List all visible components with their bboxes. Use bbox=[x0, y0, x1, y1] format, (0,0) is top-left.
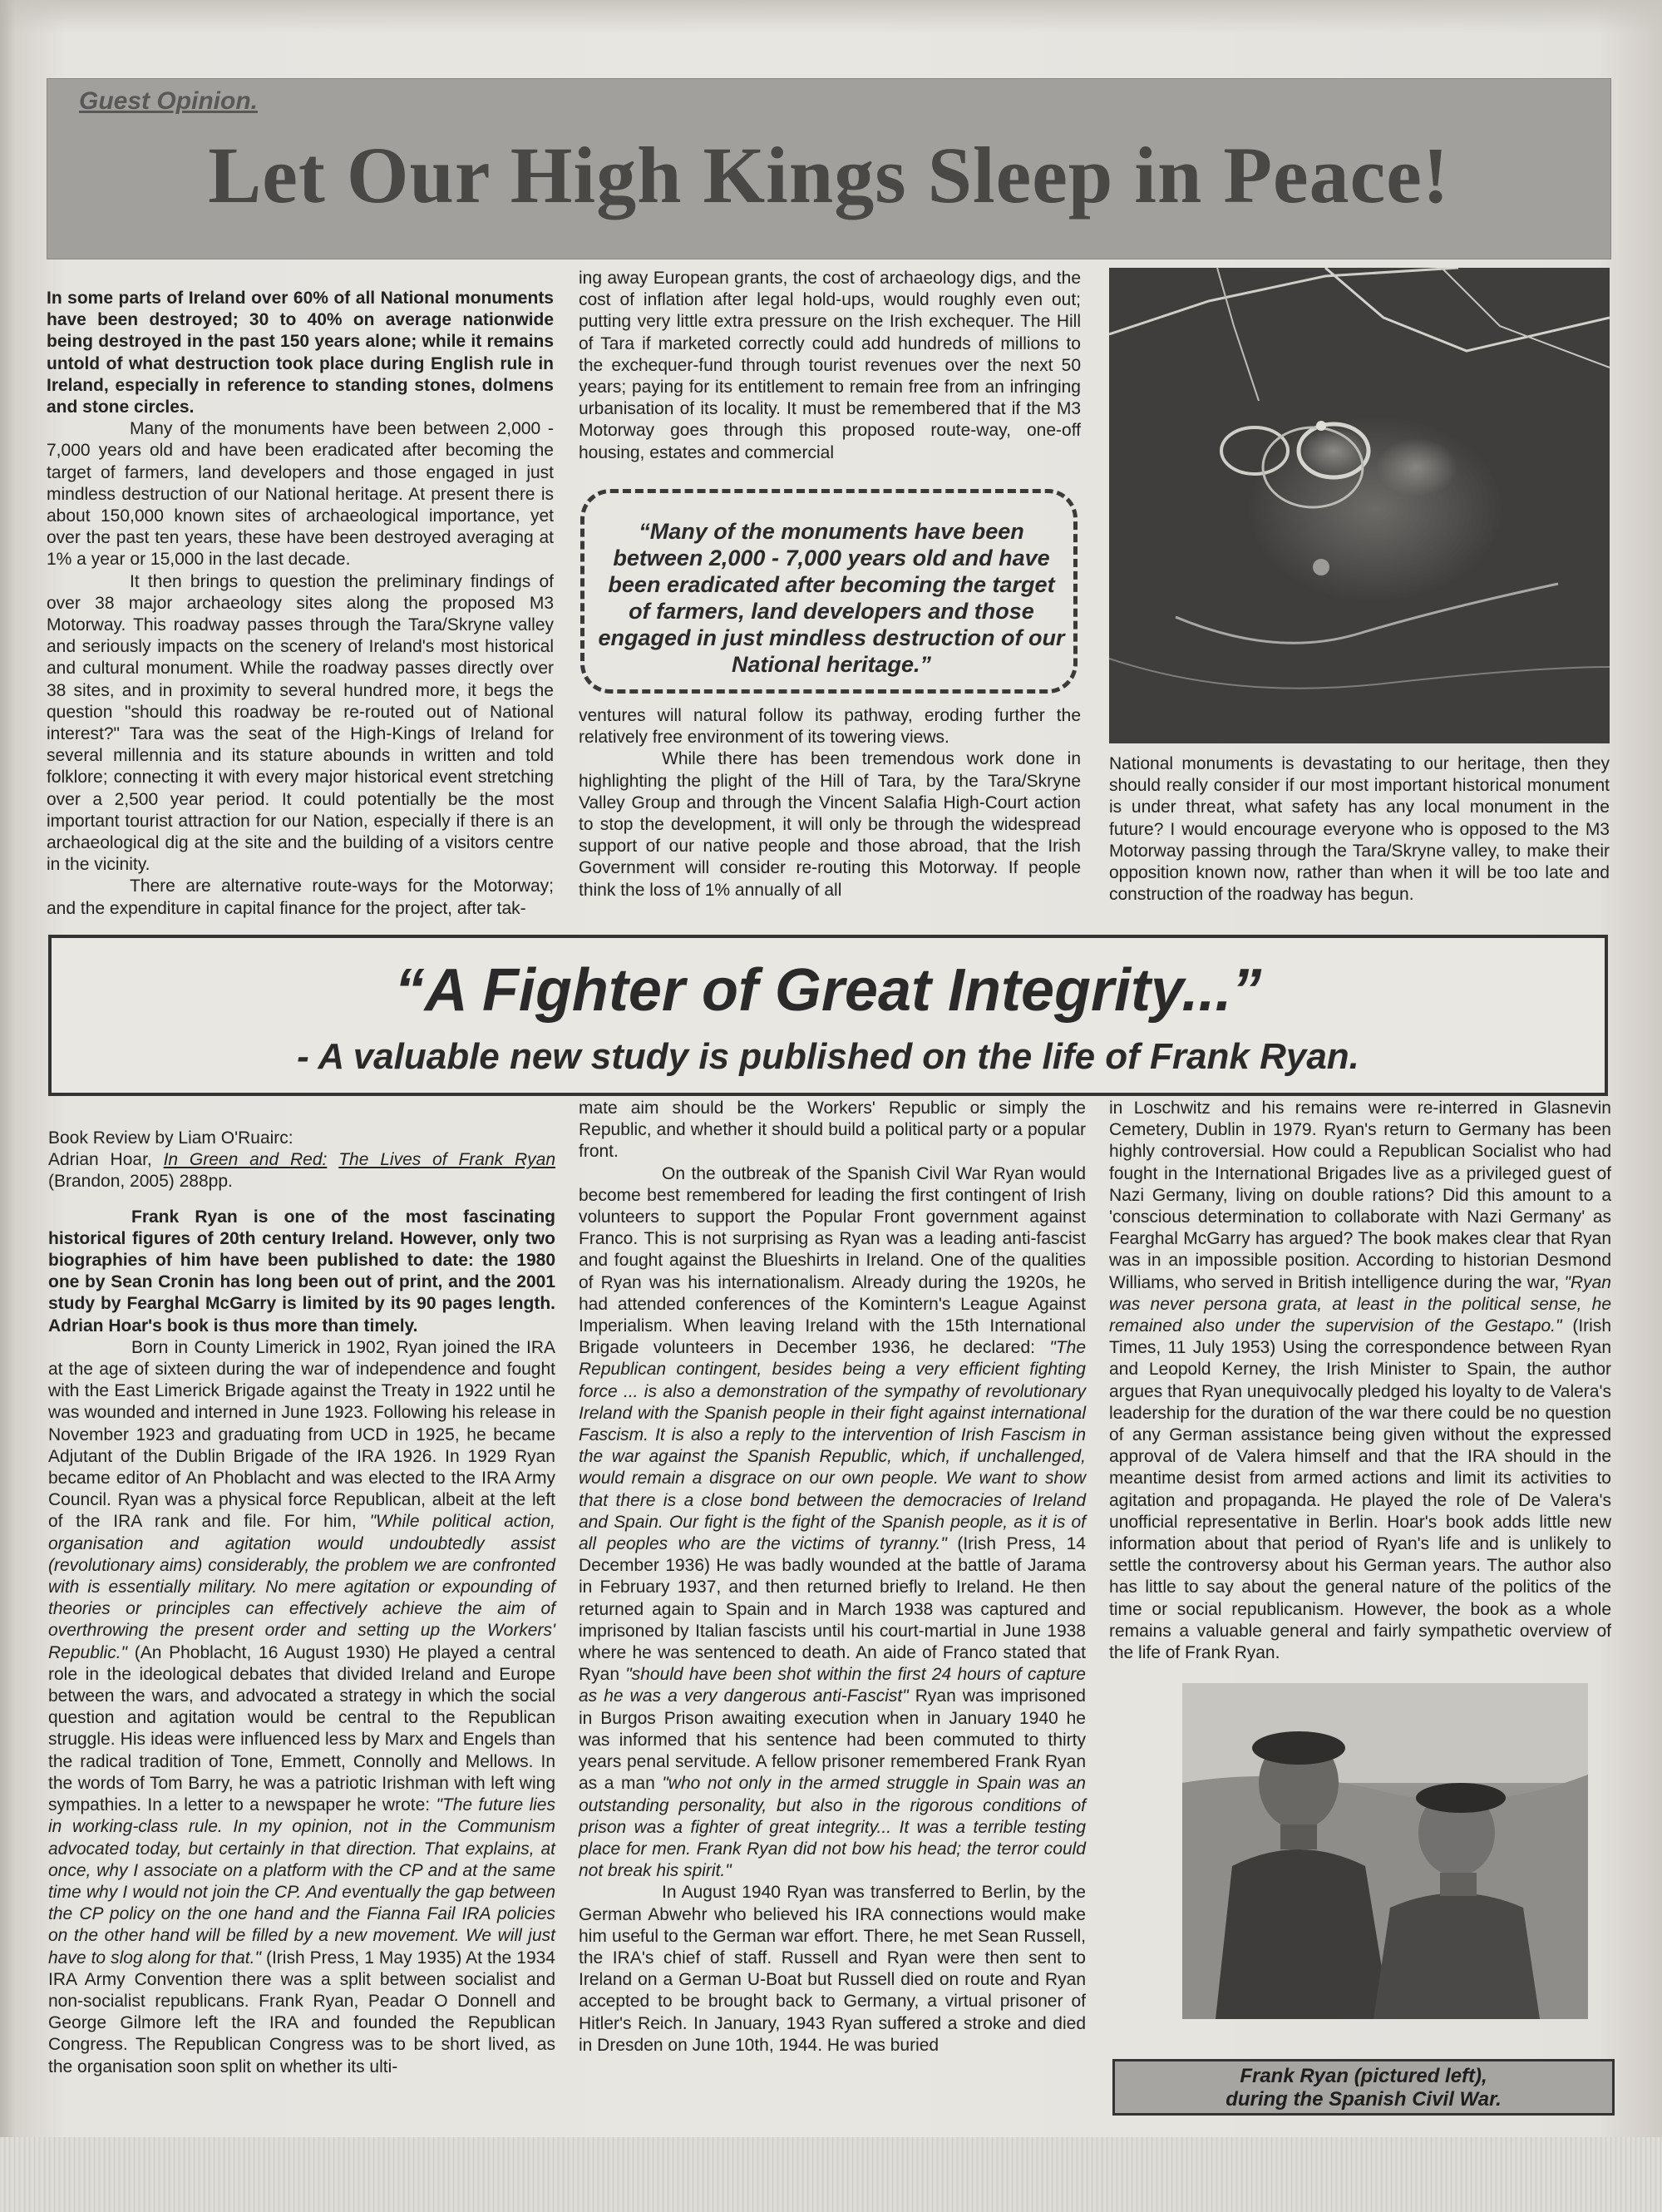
quote-run: "The Republican contingent, besides being a very efficient fighting force ... is also a demonstration of the sympathy of revolutionary Ireland with the Spanish people in their fight against international Fascism. It is also a reply to the intervention of Irish Fascism in the war against the Spanish Republic, which, if unchallenged, would remain a disgrace on our own people. We want to show that there is a close bond between the democracies of Ireland and Spain. Our fight is the fight of the Spanish people, as it is of all peoples who are the victims of tyranny." bbox=[579, 1338, 1086, 1554]
article1-paragraph: ing away European grants, the cost of archaeology digs, and the cost of inflation after legal hold-ups, would roughly even out; putting very little extra pressure on the Irish exchequer. The Hill of Tara if marketed correctly could add hundreds of millions to the exchequer-fund through tourist revenues over the next 50 years; paying for its entitlement to remain free from an infringing urbanisation of its locality. It must be remembered that if the M3 Motorway goes through this proposed route-way, one-off housing, estates and commercial bbox=[579, 269, 1081, 462]
spacer bbox=[48, 1193, 555, 1207]
text-run: Ryan was imprisoned in Burgos Prison awaiting execution when in January 1940 he was informed that his sentence had been commuted to thirty years penal servitude. A fellow prisoner remembered Frank Ryan as a man bbox=[579, 1686, 1086, 1794]
quote-run: "Ryan was never persona grata, at least in the political sense, he remained also under the supervision of the Gestapo." bbox=[1109, 1272, 1611, 1336]
pull-quote-box bbox=[580, 489, 1078, 694]
article2-subheadline: - A valuable new study is published on the life of Frank Ryan. bbox=[297, 1036, 1359, 1077]
article2-paragraph: mate aim should be the Workers' Republic or simply the Republic, and whether it should build a political party or a popular front. bbox=[579, 1099, 1086, 1162]
text-run: (Irish Times, 11 July 1953) Using the correspondence between Ryan and Leopold Kerney, the Irish Minister to Spain, the author argues that Ryan unequivocally pledged his loyalty to de Valera's leadership for the duration of the war there could be no question of any German assistance being given without the expressed approval of de Valera himself and that the IRA should in the meantime desist from armed actions and limit its activities to agitation and propaganda. He played the role of De Valera's unofficial representative in Berlin. Hoar's book adds little new information about that period of Ryan's life and is unlikely to settle the controversy about his German years. The author also has little to say about the general nature of the politics of the time or social republicanism. However, the book as a whole remains a valuable general and fairly sympathetic overview of the life of Frank Ryan. bbox=[1109, 1316, 1611, 1663]
article1-paragraph: It then brings to question the preliminary findings of over 38 major archaeology sites along the proposed M3 Motorway. This roadway passes through the Tara/Skryne valley and seriously impacts on the scenery of Ireland's most historical and cultural monument. While the roadway passes directly over 38 sites, and in proximity to several hundred more, it begs the question "should this roadway be re-routed out of National interest?" Tara was the seat of the High-Kings of Ireland for several millennia and its stature abounds in written and told folklore; connecting it with every major historical event stretching over a 2,500 year period. It could potentially be the most important tourist attraction for our Nation, especially if there is an archaeological dig at the site and the building of a visitors centre in the vicinity. bbox=[47, 571, 554, 875]
article2-header-box bbox=[48, 935, 1608, 1096]
text-run: in Loschwitz and his remains were re-interred in Glasnevin Cemetery, Dublin in 1979. Ryan's return to Germany has been highly controversial. How could a Republican Socialist who had fought in the International Brigades live as a privileged guest of Nazi Germany, living on double rations? Did this amount to a 'conscious determination to collaborate with Nazi Germany' as Fearghal McGarry has argued? The book makes clear that Ryan was in an impossible position. According to historian Desmond Williams, who served in British intelligence during the war, bbox=[1109, 1099, 1611, 1292]
article1-paragraph: There are alternative route-ways for the Motorway; and the expenditure in capital finance for the project, after tak- bbox=[47, 876, 554, 918]
article2-paragraph: In August 1940 Ryan was transferred to Berlin, by the German Abwehr who believed his IRA connections would make him useful to the German war effort. There, he met Sean Russell, the IRA's chief of staff. Russell and Ryan were then sent to Ireland on a German U-Boat but Russell died on route and Ryan accepted to be brought back to Germany, a virtual prisoner of Hitler's Reich. In January, 1943 Ryan suffered a stroke and died in Dresden on June 10th, 1944. He was buried bbox=[579, 1883, 1086, 2055]
text-run: On the outbreak of the Spanish Civil War Ryan would become best remembered for leading the first contingent of Irish volunteers to support the Popular Front government against Franco. This is not surprising as Ryan was a leading anti-fascist and fought against the Blueshirts in Ireland. One of the qualities of Ryan was his internationalism. Already during the 1920s, he had attended conferences of the Komintern's League Against Imperialism. When leaving Ireland with the 15th International Brigade volunteers in December 1936, he declared: bbox=[579, 1163, 1086, 1358]
quote-run: "While political action, organisation and agitation would undoubtedly assist (revolutionary aims) considerably, the problem we are confronted with is essentially military. No mere agitation or expounding of theories or principles can effectively achieve the aim of overthrowing the present order and setting up the Workers' Republic." bbox=[48, 1512, 555, 1662]
page-shadow-top bbox=[0, 0, 1662, 33]
quote-run: "The future lies in working-class rule. In my opinion, not in the Communism advocated today, but certainly in that direction. That explains, at once, why I associate on a platform with the CP and at the same time why I would not join the CP. And eventually the gap between the CP policy on the one hand and the Fianna Fail IRA policies on the other hand will be filled by a new movement. We will just have to slog along for that." bbox=[48, 1795, 555, 1968]
text-run: (An Phoblacht, 16 August 1930) He played a central role in the ideological debates that divided Ireland and Europe between the wars, and advocated a strategy in which the social question and agitation would be central to the Republican struggle. His ideas were influenced less by Marx and Engels than the radical tradition of Tone, Emmett, Connolly and Mellows. In the words of Tom Barry, he was a patriotic Irishman with left wing sympathies. In a letter to a newspaper he wrote: bbox=[48, 1642, 555, 1815]
article1-header-band bbox=[47, 78, 1611, 259]
article2-paragraph bbox=[579, 1163, 1086, 1883]
quote-run: "should have been shot within the first 24 hours of capture as he was a very dangerous anti-Fascist" bbox=[579, 1665, 1086, 1706]
article2-paragraph bbox=[48, 1337, 555, 2078]
article1-paragraph: ventures will natural follow its pathway, eroding further the relatively free environment of its towering views. bbox=[579, 706, 1081, 748]
quote-run: "who not only in the armed struggle in Spain was an outstanding personality, but also in the rigorous conditions of prison was a fighter of great integrity... It was a terrible testing place for men. Frank Ryan did not bow his head; the terror could not break his spirit." bbox=[579, 1774, 1086, 1881]
byline: Book Review by Liam O'Ruairc: bbox=[48, 1128, 293, 1148]
aerial-photo-drawing bbox=[1109, 268, 1610, 743]
text-run: (Irish Press, 1 May 1935) At the 1934 IRA Army Convention there was a split between socialist and non-socialist republicans. Frank Ryan, Peadar O Donnell and George Gilmore left the IRA and founded the Republican Congress. The Republican Congress was to be short lived, as the organisation soon split on whether its ulti- bbox=[48, 1948, 555, 2076]
book-title-part-1: In Green and Red: bbox=[163, 1150, 328, 1170]
photo-caption-box bbox=[1112, 2059, 1615, 2116]
photo-caption-line-2: during the Spanish Civil War. bbox=[1226, 2088, 1502, 2111]
book-citation bbox=[48, 1149, 555, 1192]
article1-column-1 bbox=[47, 288, 554, 920]
frank-ryan-photo bbox=[1182, 1683, 1588, 2019]
article2-paragraph bbox=[1109, 1098, 1611, 1664]
article2-column-1 bbox=[48, 1128, 555, 2078]
text-run: (Irish Press, 14 December 1936) He was badly wounded at the battle of Jarama in February 1937, and then returned briefly to Ireland. He then returned again to Spain and in March 1938 was captured and imprisoned by Italian fascists until his court-martial in June 1938 where he was sentenced to death. An aide of Franco stated that Ryan bbox=[579, 1534, 1086, 1685]
article2-column-2 bbox=[579, 1098, 1086, 2056]
photo-caption-line-1: Frank Ryan (pictured left), bbox=[1240, 2065, 1487, 2087]
article1-paragraph: National monuments is devastating to our heritage, then they should really consider if our most important historical monument is under threat, what safety has any local monument in the future? I would encourage everyone who is opposed to the M3 Motorway passing through the Tara/Skryne valley, to make their opposition known now, rather than when it will be too late and construction of the roadway has begun. bbox=[1109, 754, 1610, 905]
article1-column-2-bottom bbox=[579, 705, 1081, 901]
article1-column-2-top bbox=[579, 268, 1081, 464]
page-bottom-edge bbox=[0, 2137, 1662, 2212]
pull-quote-text: “Many of the monuments have been between 2,000 - 7,000 years old and have been eradicated after becoming the target of farmers, land developers and those engaged in just mindless destruction of our National heritage.” bbox=[598, 519, 1065, 677]
article2-headline: “A Fighter of Great Integrity...” bbox=[394, 957, 1262, 1024]
section-label: Guest Opinion. bbox=[79, 87, 258, 115]
hill-of-tara-aerial-photo bbox=[1109, 268, 1610, 743]
book-title-part-2: The Lives of Frank Ryan bbox=[338, 1150, 555, 1170]
book-author: Adrian Hoar, bbox=[48, 1150, 152, 1170]
book-publisher: (Brandon, 2005) 288pp. bbox=[48, 1172, 233, 1192]
portrait-photo-drawing bbox=[1182, 1683, 1588, 2019]
article1-lead: In some parts of Ireland over 60% of all National monuments have been destroyed; 30 to 40% on average nationwide being destroyed in the past 150 years alone; while it remains untold of what destruction took place during English rule in Ireland, especially in reference to standing stones, dolmens and stone circles. bbox=[47, 289, 554, 417]
article1-paragraph: Many of the monuments have been between 2,000 - 7,000 years old and have been eradicated after becoming the target of farmers, land developers and those engaged in just mindless destruction of our National heritage. At present there is about 150,000 known sites of archaeological importance, yet over the past ten years, these have been destroyed averaging at 1% a year or 15,000 in the last decade. bbox=[47, 419, 554, 570]
text-run: Born in County Limerick in 1902, Ryan joined the IRA at the age of sixteen during the war of independence and fought with the East Limerick Brigade against the Treaty in 1922 until he was wounded and interned in June 1923. Following his release in November 1923 and graduating from UCD in 1925, he became Adjutant of the Dublin Brigade of the IRA 1926. In 1929 Ryan became editor of An Phoblacht and was elected to the IRA Army Council. Ryan was a physical force Republican, albeit at the left of the IRA rank and file. For him, bbox=[48, 1337, 555, 1532]
article1-paragraph: While there has been tremendous work done in highlighting the plight of the Hill of Tara, by the Tara/Skryne Valley Group and through the Vincent Salafia High-Court action to stop the development, it will only be through the widespread support of our native people and those abroad, that the Irish Government will consider re-routing this Motorway. If people think the loss of 1% annually of all bbox=[579, 749, 1081, 900]
page-shadow-left bbox=[0, 0, 15, 2212]
article1-column-3 bbox=[1109, 753, 1610, 906]
article2-lead: Frank Ryan is one of the most fascinating historical figures of 20th century Ireland. However, only two biographies of him have been published to date: the 1980 one by Sean Cronin has long been out of print, and the 2001 study by Fearghal McGarry is limited by its 90 pages length. Adrian Hoar's book is thus more than timely. bbox=[48, 1207, 555, 1336]
article1-headline: Let Our High Kings Sleep in Peace! bbox=[208, 131, 1450, 220]
article2-column-3 bbox=[1109, 1098, 1611, 1664]
